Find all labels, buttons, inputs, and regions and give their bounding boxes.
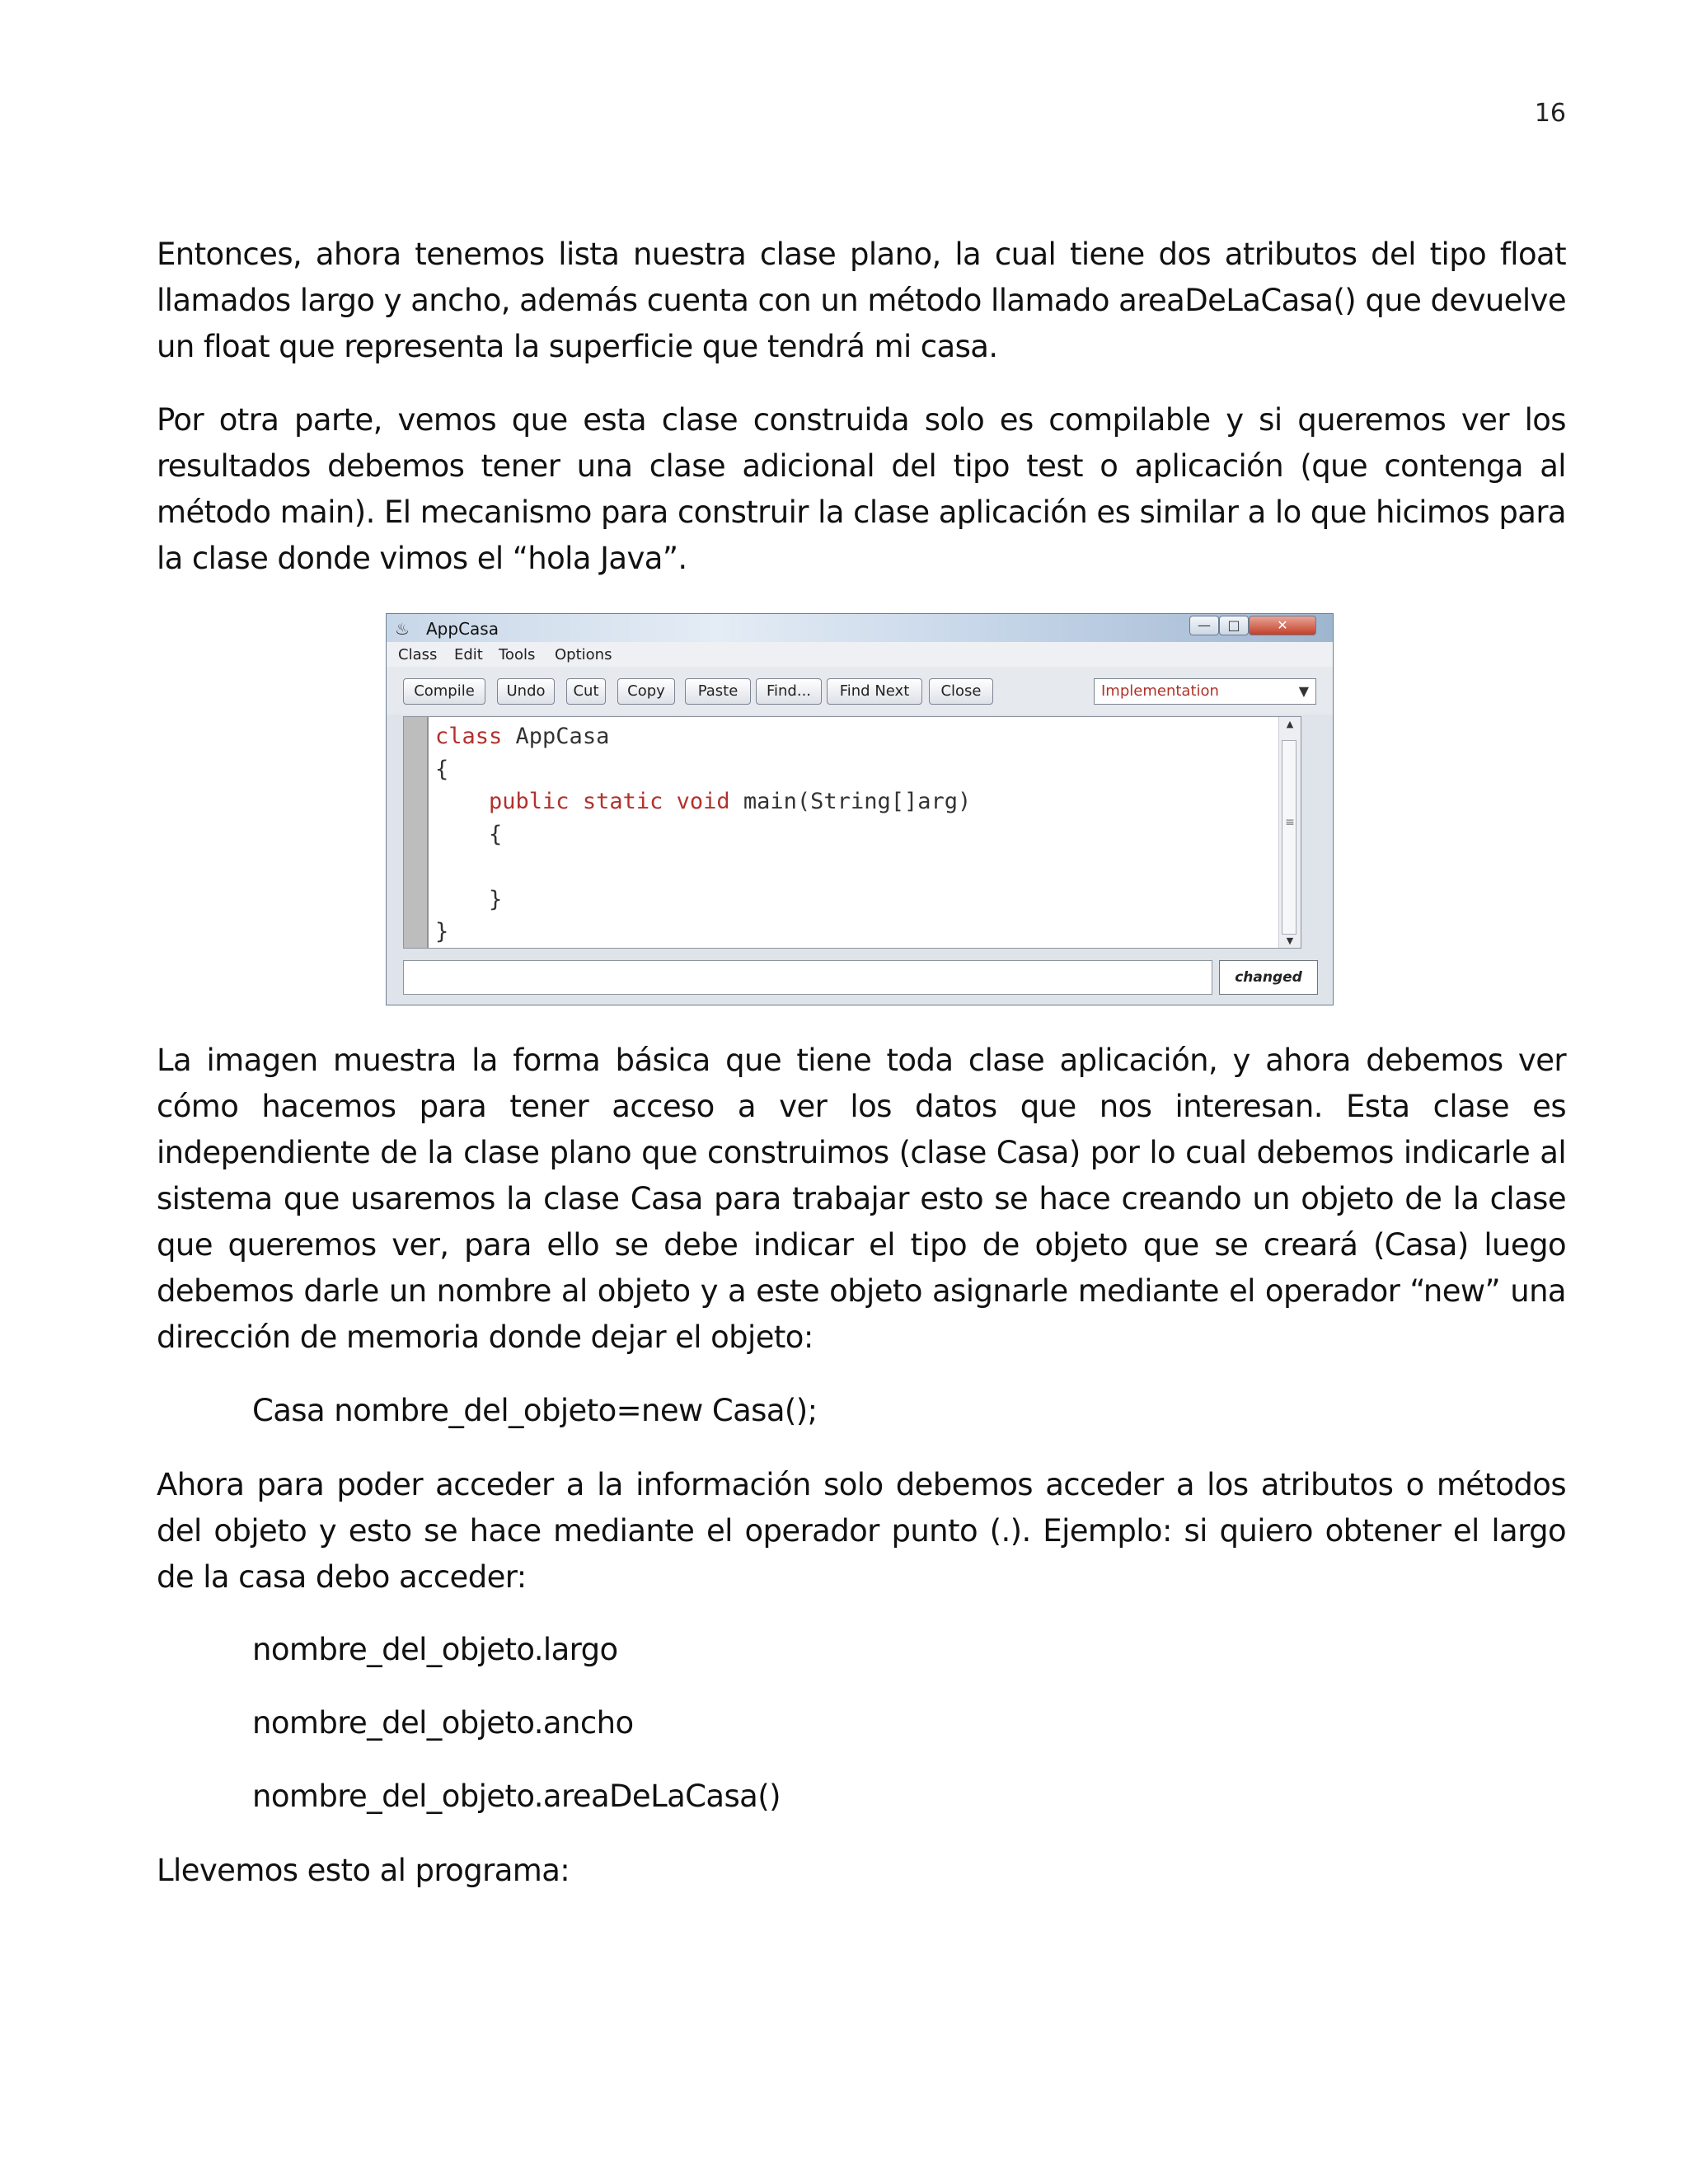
code-keyword: public static void	[489, 789, 730, 814]
minimize-button[interactable]: —	[1189, 616, 1219, 635]
source-code	[435, 720, 971, 949]
editor-toolbar	[387, 667, 1333, 715]
close-window-button[interactable]: ✕	[1249, 616, 1316, 635]
vertical-scrollbar[interactable]	[1278, 717, 1301, 948]
page-number: 16	[1534, 99, 1566, 128]
scroll-down-icon[interactable]: ▼	[1286, 935, 1294, 946]
scrollbar-thumb[interactable]	[1282, 740, 1296, 935]
find-button[interactable]: Find...	[756, 678, 822, 705]
paragraph-dot-operator: Ahora para poder acceder a la información solo debemos acceder a los atributos o métodos del objeto y esto se hace mediante el operador punto (.). Ejemplo: si quiero obtener el largo de la casa debo acceder:	[157, 1467, 1566, 1595]
paragraph-object-creation: La imagen muestra la forma básica que tiene toda clase aplicación, y ahora debemos ver cómo hacemos para tener acceso a ver los datos que nos interesan. Esta clase es independiente de la clase plano que construimos (clase Casa) por lo cual debemos indicarle al sistema que usaremos la clase Casa para trabajar esto se hace creando un objeto de la clase que queremos ver, para ello se debe indicar el tipo de objeto que se creará (Casa) luego debemos darle un nombre al objeto y a este objeto asignarle mediante el operador “new” una dirección de memoria donde dejar el objeto:	[157, 1043, 1566, 1355]
undo-button[interactable]: Undo	[497, 678, 555, 705]
paragraph-closing: Llevemos esto al programa:	[157, 1853, 570, 1888]
view-selector-value: Implementation	[1101, 682, 1219, 700]
code-example-instantiation: Casa nombre_del_objeto=new Casa();	[252, 1393, 818, 1428]
close-button[interactable]: Close	[929, 678, 993, 705]
menu-edit[interactable]: Edit	[454, 646, 483, 663]
maximize-button[interactable]: □	[1219, 616, 1249, 635]
menu-options[interactable]: Options	[555, 646, 612, 663]
paste-button[interactable]: Paste	[685, 678, 751, 705]
cut-button[interactable]: Cut	[566, 678, 606, 705]
view-selector-dropdown[interactable]	[1094, 678, 1316, 705]
menu-tools[interactable]: Tools	[499, 646, 536, 663]
bluej-icon: ♨	[395, 619, 410, 639]
scroll-up-icon[interactable]: ▲	[1286, 719, 1294, 729]
editor-gutter	[404, 717, 429, 948]
paragraph-application-class: Por otra parte, vemos que esta clase construida solo es compilable y si queremos ver los resultados debemos tener una clase adicional del tipo test o aplicación (que contenga al método main). El mecanismo para construir la clase aplicación es similar a lo que hicimos para la clase donde vimos el “hola Java”.	[157, 402, 1566, 576]
code-text: {	[435, 821, 503, 847]
chevron-down-icon: ▼	[1298, 683, 1309, 699]
code-keyword: class	[435, 724, 503, 749]
menu-class[interactable]: Class	[398, 646, 438, 663]
code-text: {	[435, 756, 449, 782]
window-title: AppCasa	[426, 619, 499, 639]
compile-button[interactable]: Compile	[403, 678, 485, 705]
code-text: main(String[]arg)	[729, 789, 972, 814]
bluej-editor-window	[386, 613, 1334, 1005]
code-text: }	[435, 886, 503, 912]
paragraph-intro: Entonces, ahora tenemos lista nuestra clase plano, la cual tiene dos atributos del tipo float llamados largo y ancho, además cuenta con un método llamado areaDeLaCasa() que devuelve un float que representa la superficie que tendrá mi casa.	[157, 237, 1566, 364]
find-next-button[interactable]: Find Next	[827, 678, 922, 705]
copy-button[interactable]: Copy	[617, 678, 675, 705]
code-text: }	[435, 919, 449, 944]
code-example-ancho: nombre_del_objeto.ancho	[252, 1705, 634, 1741]
code-indent	[435, 789, 489, 814]
changed-status-label: changed	[1219, 960, 1318, 995]
code-example-largo: nombre_del_objeto.largo	[252, 1632, 618, 1667]
window-titlebar	[387, 614, 1333, 643]
code-example-area: nombre_del_objeto.areaDeLaCasa()	[252, 1779, 781, 1814]
status-message-field	[403, 960, 1212, 995]
code-text: AppCasa	[502, 724, 610, 749]
grip-icon: ≡	[1285, 816, 1295, 829]
code-editor[interactable]	[403, 716, 1301, 949]
menu-bar	[387, 642, 1333, 668]
